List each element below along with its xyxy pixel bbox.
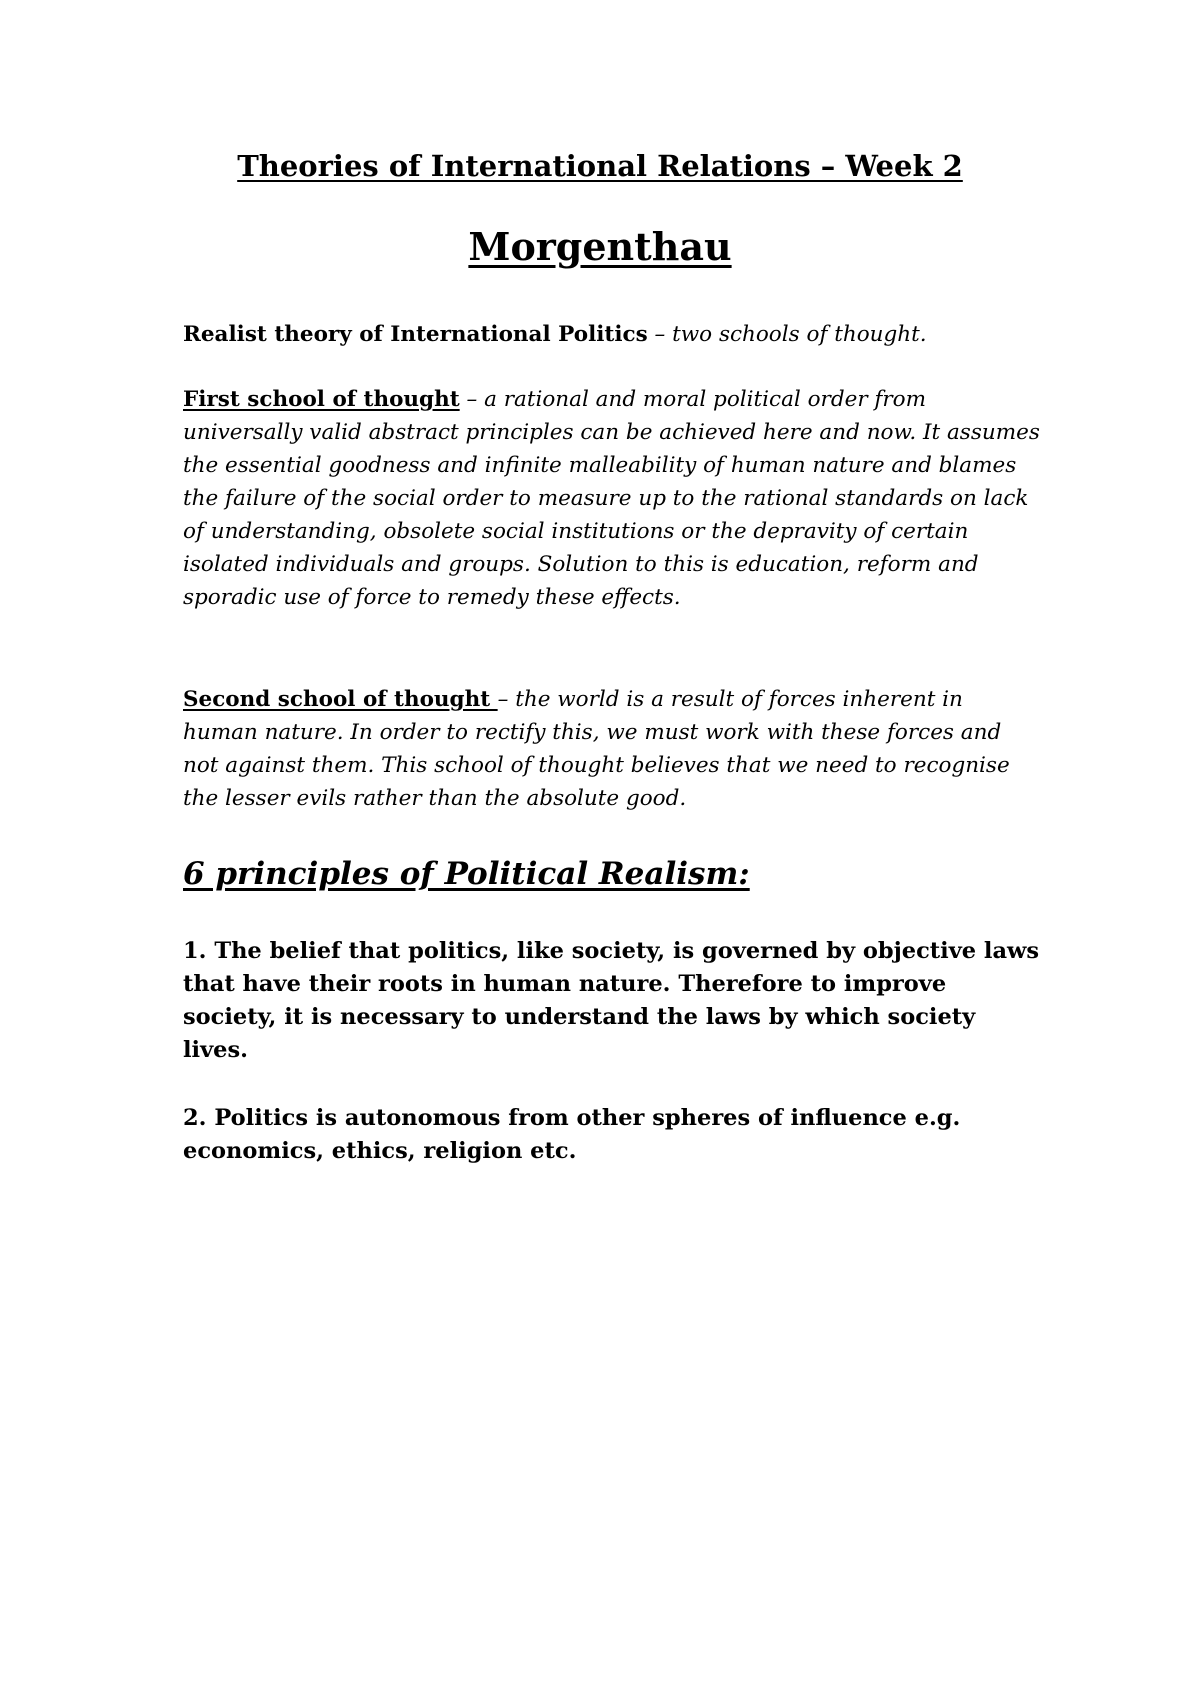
second-school-text: the world is a result of forces inherent in human nature. In order to rectify this, we must work with these forces and not against them. This school of thought believes that we need to recognise the lesser evils rather than the absolute good. [183,687,1010,811]
first-school-text: a rational and moral political order from universally valid abstract principles can be achieved here and now. It assumes the essential goodness and infinite malleability of human nature and blames the failure of the social order to measure up to the rational standards on lack of understanding, obsolete social institutions or the depravity of certain isolated individuals and groups. Solution to this is education, reform and sporadic use of force to remedy these effects. [183,387,1040,610]
intro-text: two schools of thought. [672,322,927,347]
first-school-dash: – [459,387,485,412]
principle-item-1: 1. The belief that politics, like society, is governed by objective laws that have their roots in human nature. Therefore to improve society, it is necessary to understand the laws by which society lives. [183,938,1040,1063]
first-school-paragraph [183,383,1043,614]
second-school-lead: Second school of thought [183,687,498,712]
intro-paragraph [183,318,1043,351]
second-school-dash: – [497,687,516,712]
principles-heading: 6 principles of Political Realism: [183,856,750,892]
document-subtitle: Morgenthau [468,224,732,269]
intro-lead: Realist theory of International Politics [183,322,648,347]
second-school-paragraph [183,683,1043,815]
first-school-lead: First school of thought [183,387,460,412]
intro-dash: – [647,322,673,347]
document-title: Theories of International Relations – Week 2 [237,149,963,183]
principle-item-2: 2. Politics is autonomous from other spheres of influence e.g. economics, ethics, religion etc. [183,1105,961,1164]
